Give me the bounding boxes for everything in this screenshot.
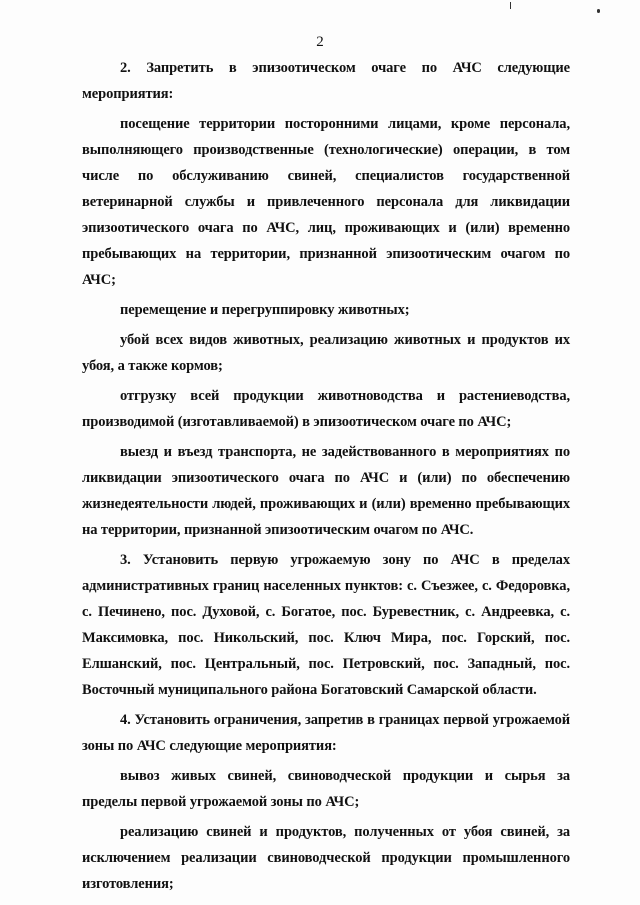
- paragraph-slaughter-ban: убой всех видов животных, реализацию животных и продуктов их убоя, а также кормов;: [82, 332, 570, 374]
- paragraph-shipment-ban: отгрузку всей продукции животноводства и растениеводства, производимой (изготавливаемой) в эпизоотическом очаге по АЧС;: [82, 388, 570, 430]
- paragraph-visit-ban: посещение территории посторонними лицами, кроме персонала, выполняющего производственные (технологические) операции, в том числе по обслуживанию свиней, специалистов государственной ветеринарной службы и привлеченного персонала для ликвидации эпизоотического очага по АЧС, лиц, проживающих и (или) временно пребывающих на территории, признанной эпизоотическим очагом по АЧС;: [82, 116, 570, 288]
- paragraph-item-3-zone: 3. Установить первую угрожаемую зону по АЧС в пределах административных границ населенных пунктов: с. Съезжее, с. Федоровка, с. Печинено, пос. Духовой, с. Богатое, пос. Буревестник, с. Андреевка, с. Максимовка, пос. Никольский, пос. Ключ Мира, пос. Горский, пос. Елшанский, пос. Центральный, пос. Петровский, пос. Западный, пос. Восточный муниципального района Богатовский Самарской области.: [82, 552, 570, 698]
- paragraph-animal-movement: перемещение и перегруппировку животных;: [120, 302, 410, 318]
- paragraph-item-4-restrictions: 4. Установить ограничения, запретив в границах первой угрожаемой зоны по АЧС следующие мероприятия:: [82, 712, 570, 754]
- page-number: 2: [316, 34, 324, 50]
- scan-mark: [597, 9, 600, 13]
- paragraph-sale-ban: реализацию свиней и продуктов, полученных от убоя свиней, за исключением реализации свиноводческой продукции промышленного изготовления;: [82, 824, 570, 892]
- paragraph-export-ban: вывоз живых свиней, свиноводческой продукции и сырья за пределы первой угрожаемой зоны по АЧС;: [82, 768, 570, 810]
- paragraph-transport-ban: выезд и въезд транспорта, не задействованного в мероприятиях по ликвидации эпизоотического очага по АЧС и (или) по обеспечению жизнедеятельности людей, проживающих и (или) временно пребывающих на территории, признанной эпизоотическим очагом по АЧС.: [82, 444, 570, 538]
- paragraph-item-2-heading: 2. Запретить в эпизоотическом очаге по АЧС следующие мероприятия:: [82, 60, 570, 102]
- scan-mark: [510, 2, 511, 9]
- document-body: [82, 55, 570, 897]
